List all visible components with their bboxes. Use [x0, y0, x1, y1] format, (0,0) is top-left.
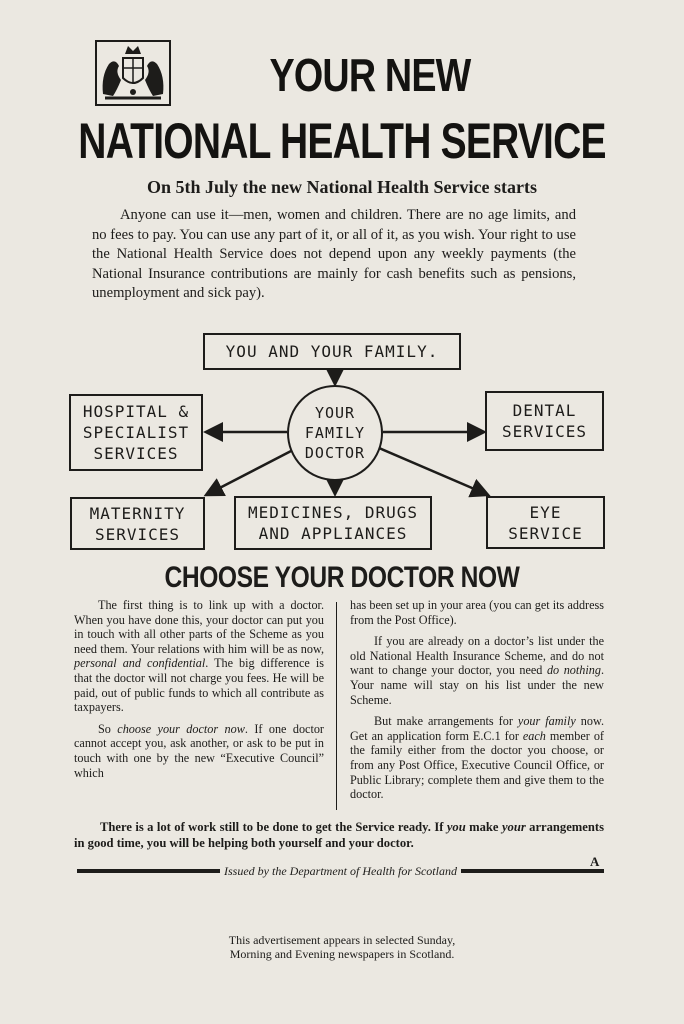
- right-column: [350, 598, 604, 802]
- footer-note: [0, 933, 684, 961]
- text: now. Get an application form E.C.1 for: [350, 714, 605, 743]
- right-paragraph-2: [350, 634, 604, 707]
- emphasis: your family: [517, 714, 576, 729]
- box-line: SERVICES: [93, 444, 179, 463]
- text: But make arrangements for: [374, 714, 518, 729]
- box-dental-services: [485, 391, 604, 451]
- text: The first thing is to link up with a doctor. When you have done this, your doctor can put you in touch with all other parts of the Scheme as you need them. Your relations with him will be as now,: [74, 598, 324, 656]
- box-label: YOU AND YOUR FAMILY.: [225, 342, 439, 361]
- emphasis: choose your doctor now: [117, 721, 245, 736]
- rule-left: [77, 869, 220, 873]
- emphasis: you: [446, 820, 466, 834]
- left-paragraph-2: [74, 722, 324, 780]
- box-line: DENTAL: [512, 401, 577, 420]
- left-column: [74, 598, 324, 780]
- box-line: MEDICINES, DRUGS: [247, 503, 419, 522]
- page-letter: A: [590, 854, 600, 869]
- closing-paragraph: [74, 819, 604, 851]
- text: make: [465, 820, 502, 834]
- emphasis: do nothing: [546, 663, 601, 678]
- title-line-1: YOUR NEW: [269, 49, 471, 101]
- issued-by: Issued by the Department of Health for Scotland: [224, 863, 457, 878]
- text: arrangements in good time, you will be helping both yourself and your doctor.: [74, 820, 604, 850]
- box-line: EYE: [529, 502, 562, 522]
- box-line: SERVICES: [501, 422, 588, 441]
- emphasis: each: [522, 728, 546, 743]
- emphasis: your: [501, 820, 526, 834]
- circle-line: FAMILY: [304, 424, 366, 442]
- column-divider: [336, 602, 337, 810]
- title-line-2: NATIONAL HEALTH SERVICE: [78, 113, 606, 169]
- footer-line: Morning and Evening newspapers in Scotland.: [229, 947, 455, 961]
- text: member of the family either from the doctor you choose, or from any Post Office, Executive Council Office, or Public Library; complete them and give them to the doctor.: [350, 728, 604, 802]
- emphasis: personal and confidential: [74, 656, 206, 671]
- box-line: AND APPLIANCES: [258, 524, 408, 543]
- rule-right: [461, 869, 604, 873]
- text: . If one doctor cannot accept you, ask another, or ask to be put in touch with one by the new “Executive Council” which: [74, 721, 324, 780]
- box-you-and-your-family: [203, 333, 461, 370]
- left-paragraph-1: [74, 598, 324, 715]
- right-paragraph-1: has been set up in your area (you can get its address from the Post Office).: [350, 598, 604, 627]
- text: If you are already on a doctor’s list under the old National Health Insurance Scheme, and do not want to change your doctor, you need: [350, 634, 604, 678]
- section-heading: CHOOSE YOUR DOCTOR NOW: [164, 561, 520, 594]
- box-line: MATERNITY: [89, 503, 186, 523]
- text: So: [98, 721, 118, 736]
- intro-text: Anyone can use it—men, women and children. There are no age limits, and no fees to pay. You can use any part of it, or all of it, as you wish. Your right to use the National Health Service does not depend upon any weekly payments (the National Insurance contributions are mainly for cash benefits such as pensions, unemployment and sick pay).: [92, 207, 576, 302]
- box-hospital-specialist: [69, 394, 203, 471]
- issued-by-row: [77, 863, 604, 879]
- text: There is a lot of work still to be done to get the Service ready. If: [100, 820, 447, 834]
- circle-family-doctor: [287, 385, 383, 481]
- circle-line: DOCTOR: [304, 444, 366, 462]
- box-line: SPECIALIST: [82, 423, 190, 442]
- text: . Your name will stay on his list under the new Scheme.: [350, 663, 604, 707]
- box-line: SERVICE: [508, 523, 583, 543]
- text: . The big difference is that the doctor will not charge you fees. He will be paid, out of public funds to which all contribute as taxpayers.: [74, 656, 324, 715]
- box-line: HOSPITAL &: [82, 402, 190, 421]
- arrow-doctor-to-eye: [379, 448, 486, 494]
- box-medicines-drugs: [234, 496, 432, 550]
- box-line: SERVICES: [94, 524, 181, 544]
- box-eye-service: [486, 496, 605, 549]
- right-paragraph-3: [350, 714, 604, 802]
- subtitle: On 5th July the new National Health Service starts: [147, 177, 537, 197]
- box-maternity-services: [70, 497, 205, 550]
- arrow-doctor-to-maternity: [208, 450, 293, 494]
- footer-line: This advertisement appears in selected Sunday,: [228, 933, 456, 947]
- circle-line: YOUR: [314, 404, 356, 422]
